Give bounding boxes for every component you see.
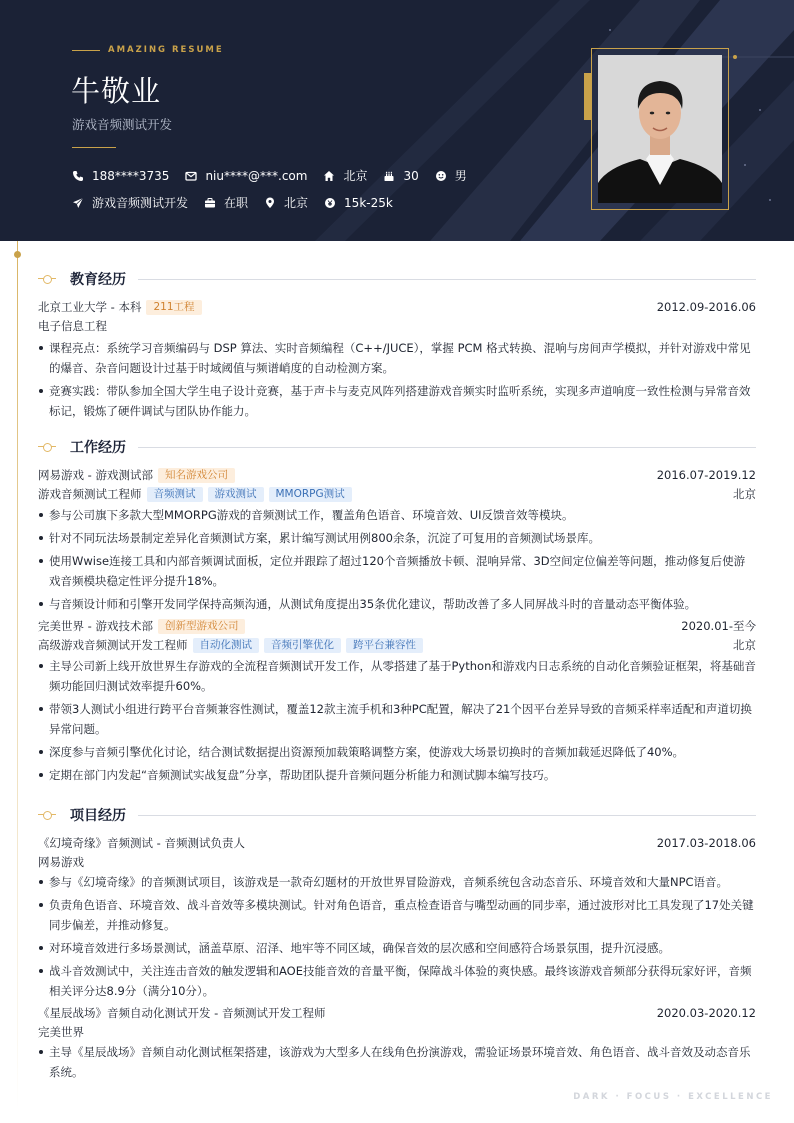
status-text: 在职 — [224, 196, 249, 210]
photo-accent — [584, 73, 591, 120]
job-bullet: 定期在部门内发起“音频测试实战复盘”分享，帮助团队提升音频问题分析能力和测试脚本编写技巧。 — [38, 765, 756, 785]
section-title: 教育经历 — [70, 272, 126, 288]
resume-header — [0, 0, 794, 241]
tagline — [72, 45, 224, 55]
company-tag: 创新型游戏公司 — [158, 619, 246, 634]
profile-photo — [598, 55, 722, 203]
info-email — [185, 169, 307, 183]
target-role-text: 游戏音频测试开发 — [92, 196, 189, 210]
target-city-text: 北京 — [284, 196, 309, 210]
project-org: 网易游戏 — [38, 855, 84, 869]
school-tag: 211工程 — [146, 300, 201, 315]
email-text: niu****@***.com — [205, 168, 308, 183]
job-company: 完美世界 - 游戏技术部 — [38, 619, 153, 633]
job-entry — [38, 466, 756, 614]
project-title-row — [38, 1004, 756, 1023]
skill-tag: 自动化测试 — [193, 638, 260, 653]
project-bullet: 负责角色语音、环境音效、战斗音效等多模块测试。针对角色语音，重点检查语音与嘴型动画的同步率，通过波形对比工具发现了17处关键同步偏差，并推动修复。 — [38, 895, 756, 935]
section-title: 项目经历 — [70, 808, 126, 824]
job-position-row — [38, 636, 756, 655]
salary-text: 15k-25k — [344, 195, 393, 210]
job-date: 2016.07-2019.12 — [656, 468, 756, 482]
job-position: 游戏音频测试工程师 — [38, 487, 142, 501]
contact-row-2 — [72, 194, 409, 211]
job-date: 2020.01-至今 — [681, 619, 756, 633]
project-org-row — [38, 1023, 756, 1042]
education-date: 2012.09-2016.06 — [656, 300, 756, 314]
project-title-row — [38, 834, 756, 853]
info-phone — [72, 169, 169, 183]
job-bullet: 主导公司新上线开放世界生存游戏的全流程音频测试开发工作，从零搭建了基于Python和游戏内日志系统的自动化音频验证框架，将基础音频功能回归测试效率提升60%。 — [38, 656, 756, 696]
gender-text: 男 — [454, 169, 467, 183]
project-entry — [38, 834, 756, 1001]
project-name: 《幻境奇缘》音频测试 - 音频测试负责人 — [38, 836, 245, 850]
location-pin-icon — [264, 197, 276, 209]
school-row — [38, 298, 756, 317]
info-salary — [324, 196, 393, 210]
skill-tag: MMORPG测试 — [269, 487, 352, 502]
skill-tag: 音频测试 — [147, 487, 203, 502]
education-heading — [38, 266, 756, 292]
timeline-line — [17, 241, 18, 1111]
project-bullet: 对环境音效进行多场景测试，涵盖草原、沼泽、地牢等不同区域，确保音效的层次感和空间感符合场景氛围，提升沉浸感。 — [38, 938, 756, 958]
job-position: 高级游戏音频测试开发工程师 — [38, 638, 188, 652]
major-name: 电子信息工程 — [38, 319, 107, 333]
name-underline — [72, 147, 116, 148]
mail-icon — [185, 170, 197, 182]
work-section — [38, 434, 756, 788]
project-org: 完美世界 — [38, 1025, 84, 1039]
job-bullet: 针对不同玩法场景制定差异化音频测试方案，累计编写测试用例800余条，沉淀了可复用的音频测试场景库。 — [38, 528, 756, 548]
education-section — [38, 266, 756, 424]
city-text: 北京 — [343, 169, 368, 183]
send-icon — [72, 197, 84, 209]
education-bullet: 课程亮点：系统学习音频编码与 DSP 算法、实时音频编程（C++/JUCE），掌握 PCM 格式转换、混响与房间声学模拟，并针对游戏中常见的爆音、杂音问题设计过基于时域阈值与频谱峭度的自动检测方案。 — [38, 338, 756, 378]
age-text: 30 — [403, 168, 419, 183]
phone-text: 188****3735 — [92, 168, 170, 183]
project-name: 《星辰战场》音频自动化测试开发 - 音频测试开发工程师 — [38, 1006, 326, 1020]
projects-heading — [38, 802, 756, 828]
section-marker-icon — [38, 810, 56, 820]
info-age — [383, 169, 418, 183]
job-entry — [38, 617, 756, 785]
project-date: 2020.03-2020.12 — [656, 1006, 756, 1020]
money-icon — [324, 197, 336, 209]
avatar-illustration — [598, 55, 722, 203]
candidate-name: 牛敬业 — [71, 74, 162, 108]
tagline-rule — [72, 50, 100, 51]
project-entry — [38, 1004, 756, 1082]
skill-tag: 跨平台兼容性 — [346, 638, 423, 653]
section-rule — [138, 447, 756, 448]
home-icon — [323, 170, 335, 182]
cake-icon — [383, 170, 395, 182]
education-bullet: 竞赛实践：带队参加全国大学生电子设计竞赛，基于声卡与麦克风阵列搭建游戏音频实时监听系统，实现多声道响度一致性检测与异常音效标记，锻炼了硬件调试与团队协作能力。 — [38, 381, 756, 421]
section-title: 工作经历 — [70, 440, 126, 456]
info-gender — [435, 167, 467, 184]
school-name: 北京工业大学 - 本科 — [38, 300, 142, 314]
job-location: 北京 — [733, 487, 756, 501]
footer-motto: DARK · FOCUS · EXCELLENCE — [573, 1092, 773, 1102]
job-location: 北京 — [733, 638, 756, 652]
section-rule — [138, 815, 756, 816]
job-company-row — [38, 617, 756, 636]
job-position-row — [38, 485, 756, 504]
project-bullet: 主导《星辰战场》音频自动化测试框架搭建，该游戏为大型多人在线角色扮演游戏，需验证场景环境音效、角色语音、战斗音效及动态音乐系统。 — [38, 1042, 756, 1082]
info-target-city — [264, 194, 308, 211]
job-bullet: 使用Wwise连接工具和内部音频调试面板，定位并跟踪了超过120个音频播放卡顿、混响异常、3D空间定位偏差等问题，推动修复后使游戏音频模块稳定性评分提升18%。 — [38, 551, 756, 591]
skill-tag: 音频引擎优化 — [264, 638, 341, 653]
skill-tag: 游戏测试 — [208, 487, 264, 502]
job-bullet: 深度参与音频引擎优化讨论，结合测试数据提出资源预加载策略调整方案，使游戏大场景切换时的音频加载延迟降低了40%。 — [38, 742, 756, 762]
work-heading — [38, 434, 756, 460]
major-row — [38, 317, 756, 336]
job-company: 网易游戏 - 游戏测试部 — [38, 468, 153, 482]
tagline-text: AMAZING RESUME — [108, 45, 224, 55]
project-org-row — [38, 853, 756, 872]
job-bullet: 带领3人测试小组进行跨平台音频兼容性测试，覆盖12款主流手机和3种PC配置，解决了21个因平台差异导致的音频采样率适配和声道切换异常问题。 — [38, 699, 756, 739]
contact-row-1 — [72, 167, 483, 184]
section-marker-icon — [38, 442, 56, 452]
briefcase-icon — [204, 197, 216, 209]
candidate-role: 游戏音频测试开发 — [72, 117, 173, 132]
timeline-dot — [14, 251, 21, 258]
project-bullet: 战斗音效测试中，关注连击音效的触发逻辑和AOE技能音效的音量平衡，保障战斗体验的爽快感。最终该游戏音频部分获得玩家好评，音频相关评分达8.9分（满分10分）。 — [38, 961, 756, 1001]
info-city — [323, 167, 367, 184]
job-bullet: 参与公司旗下多款大型MMORPG游戏的音频测试工作，覆盖角色语音、环境音效、UI反馈音效等模块。 — [38, 505, 756, 525]
project-bullet: 参与《幻境奇缘》的音频测试项目，该游戏是一款奇幻题材的开放世界冒险游戏，音频系统包含动态音乐、环境音效和大量NPC语音。 — [38, 872, 756, 892]
phone-icon — [72, 170, 84, 182]
smile-icon — [435, 170, 447, 182]
info-status — [204, 194, 248, 211]
projects-section — [38, 802, 756, 1085]
job-company-row — [38, 466, 756, 485]
job-bullet: 与音频设计师和引擎开发同学保持高频沟通，从测试角度提出35条优化建议，帮助改善了多人同屏战斗时的音量动态平衡体验。 — [38, 594, 756, 614]
project-date: 2017.03-2018.06 — [656, 836, 756, 850]
info-target-role — [72, 194, 188, 211]
company-tag: 知名游戏公司 — [158, 468, 235, 483]
section-marker-icon — [38, 274, 56, 284]
section-rule — [138, 279, 756, 280]
